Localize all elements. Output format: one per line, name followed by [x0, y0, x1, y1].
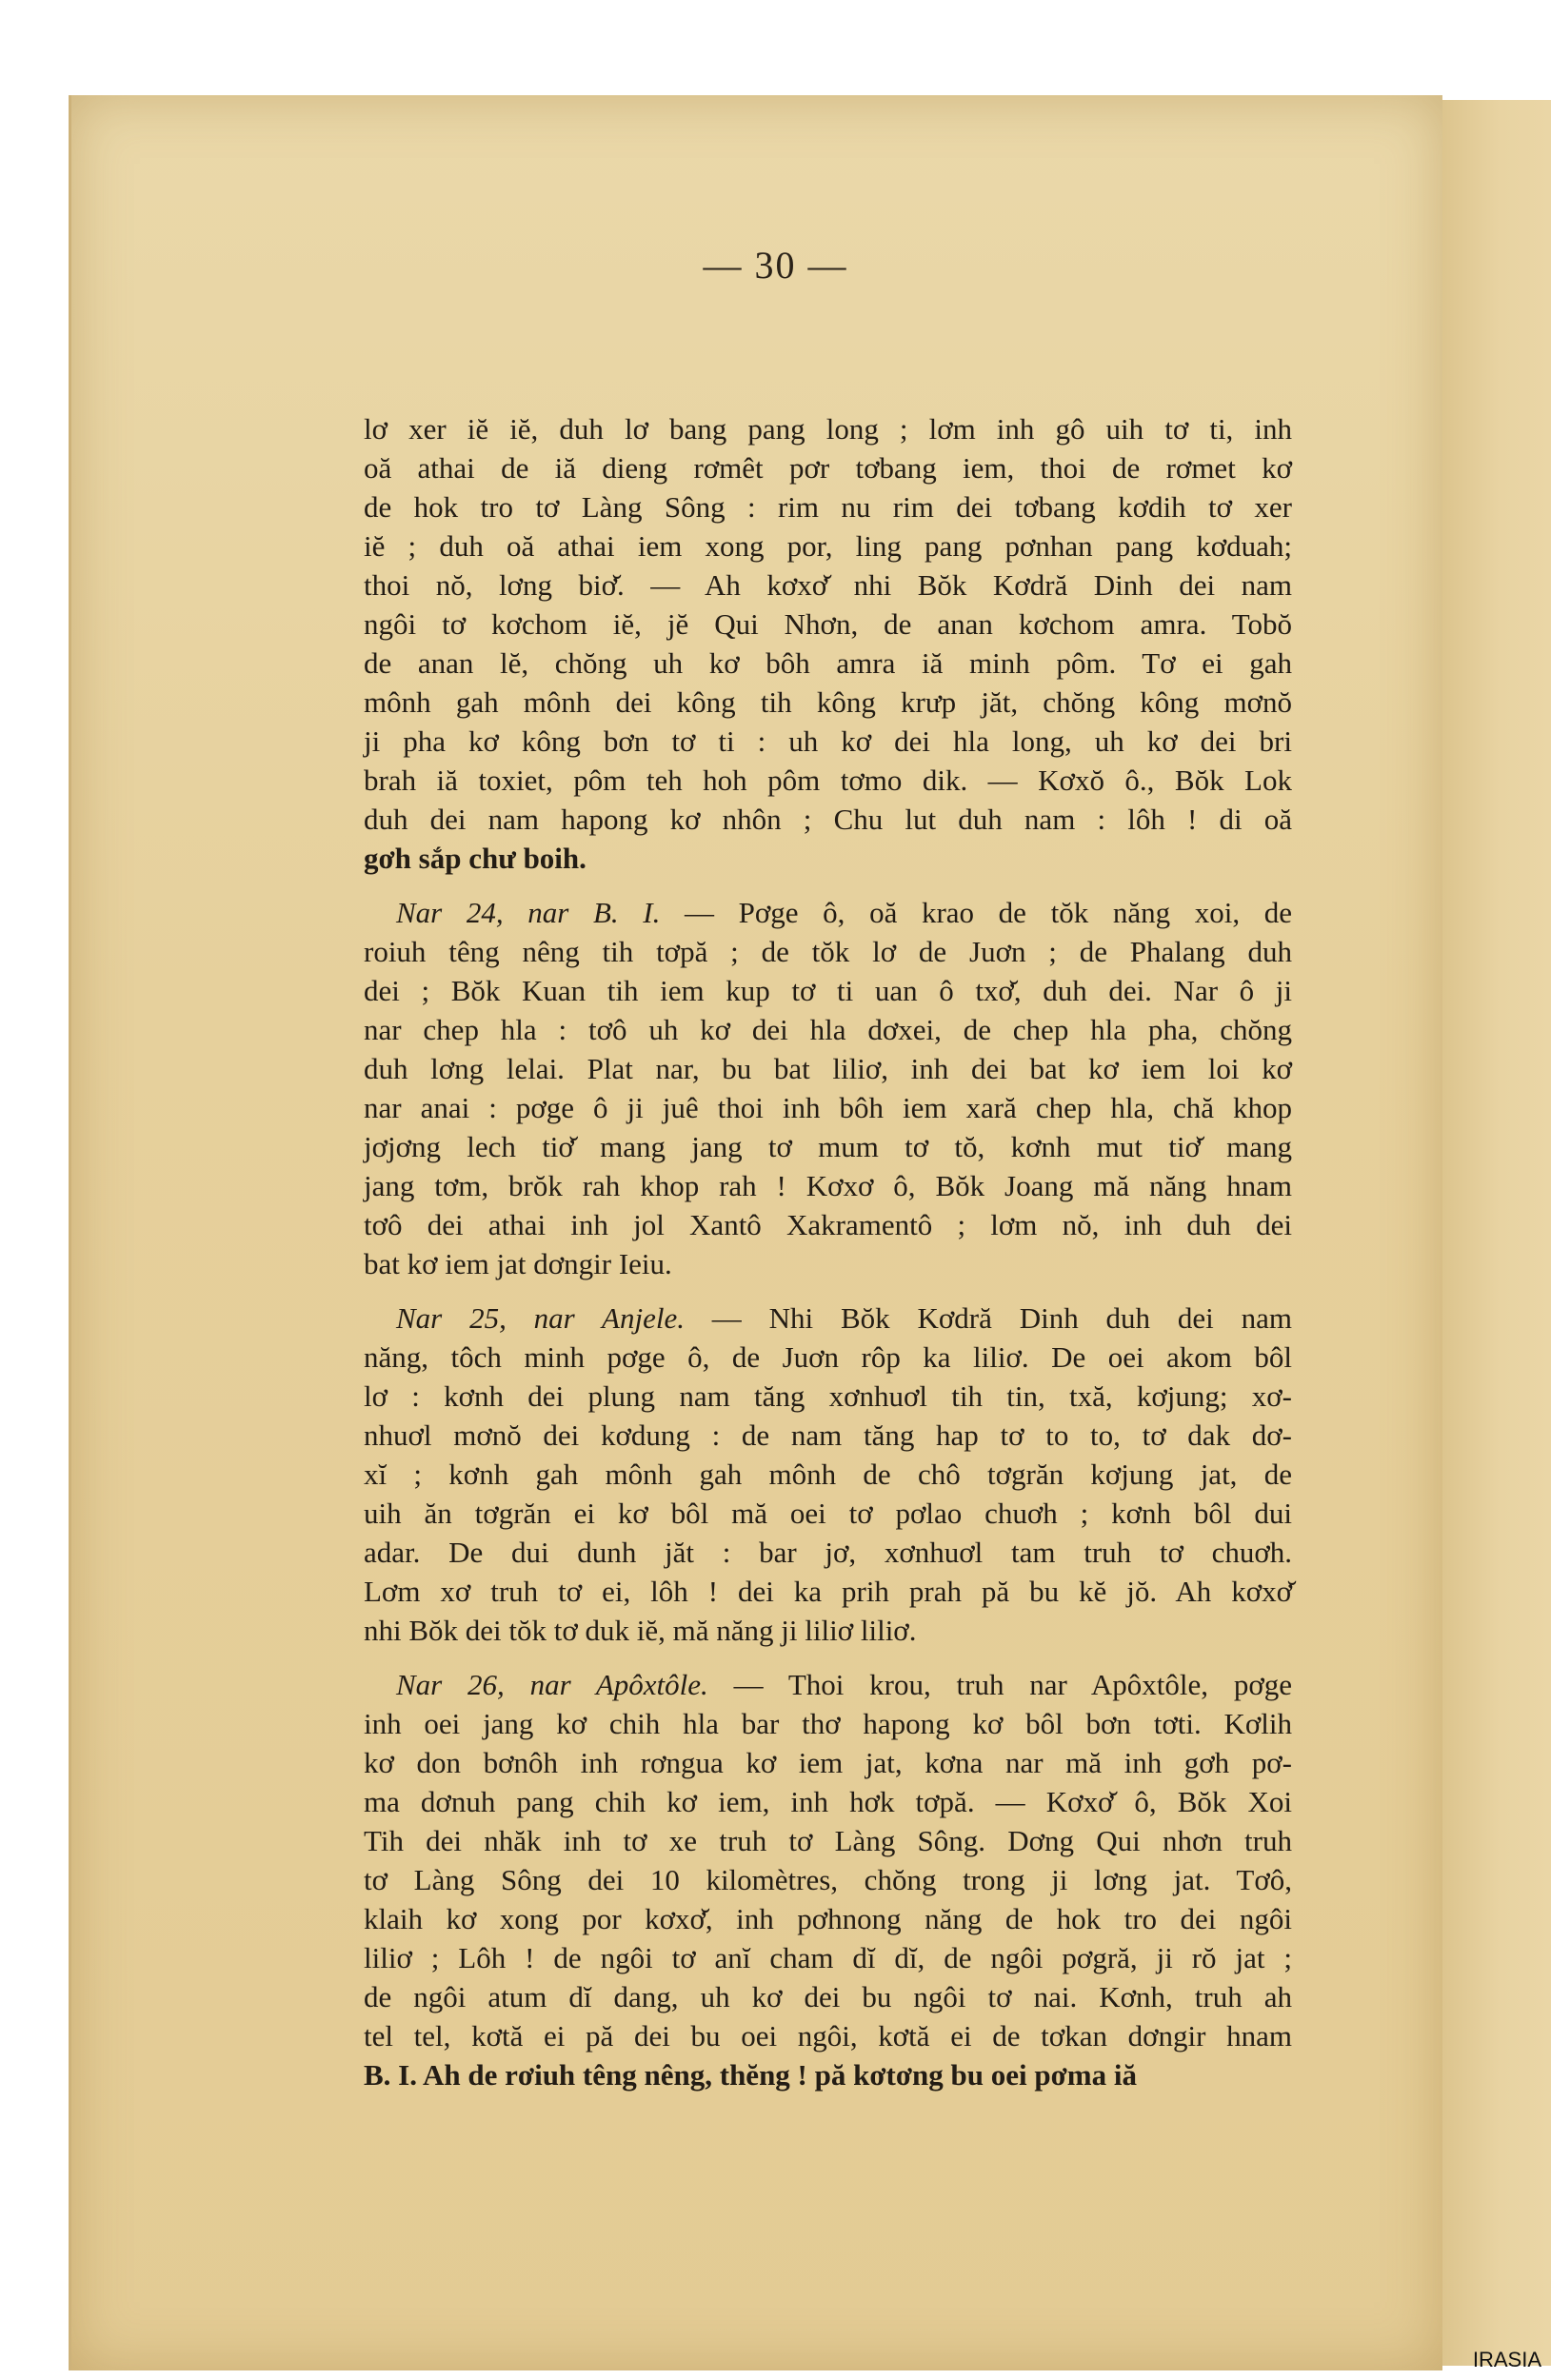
text-line: jang tơm, brŏk rah khop rah ! Kơxơ ô, Bŏk Joang mă năng hnam [364, 1169, 1292, 1202]
text-line: xĭ ; kơnh gah mônh gah mônh de chô tơgrăn kơjung jat, de [364, 1458, 1292, 1491]
text-line: klaih kơ xong por kơxơ̆, inh pơhnong năng de hok tro dei ngôi [364, 1902, 1292, 1935]
text-line: iĕ ; duh oă athai iem xong por, ling pang pơnhan pang kơduah; [364, 529, 1292, 563]
text-line: tel tel, kơtă ei pă dei bu oei ngôi, kơtă ei de tơkan dơngir hnam [364, 2019, 1292, 2053]
text-line: bat kơ iem jat dơngir Ieiu. [364, 1247, 672, 1280]
text-line: nhi Bŏk dei tŏk tơ duk iĕ, mă năng ji liliơ liliơ. [364, 1614, 917, 1647]
text-line: ngôi tơ kơchom iĕ, jĕ Qui Nhơn, de anan kơchom amra. Tobŏ [364, 607, 1292, 641]
day-heading: Nar 26, nar Apôxtôle. [396, 1668, 708, 1701]
text-line: tơ Làng Sông dei 10 kilomètres, chŏng trong ji lơng jat. Tơô, [364, 1863, 1292, 1896]
text-line: nar anai : pơge ô ji juê thoi inh bôh iem xară chep hla, chă khop [364, 1091, 1292, 1124]
paragraph-1 [364, 409, 1292, 878]
text-line: lơ : kơnh dei plung nam tăng xơnhuơl tih tin, txă, kơjung; xơ- [364, 1379, 1292, 1413]
text-line: inh oei jang kơ chih hla bar thơ hapong kơ bôl bơn tơti. Kơlih [364, 1707, 1292, 1740]
paragraph-3 [364, 1299, 1292, 1650]
text-line: tơô dei athai inh jol Xantô Xakramentô ; lơm nŏ, inh duh dei [364, 1208, 1292, 1241]
text-line: Tih dei nhăk inh tơ xe truh tơ Làng Sông. Dơng Qui nhơn truh [364, 1824, 1292, 1857]
text-line: nar chep hla : tơô uh kơ dei hla dơxei, de chep hla pha, chŏng [364, 1013, 1292, 1046]
text-line: de hok tro tơ Làng Sông : rim nu rim dei tơbang kơdih tơ xer [364, 490, 1292, 524]
text-line: Lơm xơ truh tơ ei, lôh ! dei ka prih prah pă bu kĕ jŏ. Ah kơxơ̆ [364, 1575, 1292, 1608]
text-line-heading: Nar 26, nar Apôxtôle. — Thoi krou, truh nar Apôxtôle, pơge [396, 1668, 1292, 1701]
text-line: lơ xer iĕ iĕ, duh lơ bang pang long ; lơm inh gô uih tơ ti, inh [364, 412, 1292, 446]
text-line: duh dei nam hapong kơ nhôn ; Chu lut duh nam : lôh ! di oă [364, 803, 1292, 836]
watermark-label: IRASIA [1472, 2348, 1541, 2371]
text-line: gơh sắp chư boih. [364, 842, 587, 875]
text-line: adar. De dui dunh jăt : bar jơ, xơnhuơl tam truh tơ chuơh. [364, 1536, 1292, 1569]
text-line: jơjơng lech tiơ̆ mang jang tơ mum tơ tŏ, kơnh mut tiơ̆ mang [364, 1130, 1292, 1163]
text-line: nhuơl mơnŏ dei kơdung : de nam tăng hap tơ to to, tơ dak dơ- [364, 1418, 1292, 1452]
text-line-heading: Nar 24, nar B. I. — Pơge ô, oă krao de tŏk năng xoi, de [396, 896, 1292, 929]
text-line: ji pha kơ kông bơn tơ ti : uh kơ dei hla long, uh kơ dei bri [364, 724, 1292, 758]
day-heading: Nar 25, nar Anjele. [396, 1301, 685, 1335]
text-line: brah iă toxiet, pôm teh hoh pôm tơmo dik. — Kơxŏ ô., Bŏk Lok [364, 764, 1292, 797]
text-line: kơ don bơnôh inh rơngua kơ iem jat, kơna nar mă inh gơh pơ- [364, 1746, 1292, 1779]
text-line: thoi nŏ, lơng biơ̆. — Ah kơxơ̆ nhi Bŏk Kơdră Dinh dei nam [364, 568, 1292, 602]
text-line: oă athai de iă dieng rơmêt pơr tơbang iem, thoi de rơmet kơ [364, 451, 1292, 485]
text-line: roiuh têng nêng tih tơpă ; de tŏk lơ de Juơn ; de Phalang duh [364, 935, 1292, 968]
text-line: duh lơng lelai. Plat nar, bu bat liliơ, inh dei bat kơ iem loi kơ [364, 1052, 1292, 1085]
text-line: mônh gah mônh dei kông tih kông krưp jăt, chŏng kông mơnŏ [364, 685, 1292, 719]
text-line: de ngôi atum dĭ dang, uh kơ dei bu ngôi tơ nai. Kơnh, truh ah [364, 1980, 1292, 2013]
text-line: uih ăn tơgrăn ei kơ bôl mă oei tơ pơlao chuơh ; kơnh bôl dui [364, 1497, 1292, 1530]
text-line: de anan lĕ, chŏng uh kơ bôh amra iă minh pôm. Tơ ei gah [364, 646, 1292, 680]
paragraph-2 [364, 893, 1292, 1283]
text-line: dei ; Bŏk Kuan tih iem kup tơ ti uan ô txơ̆, duh dei. Nar ô ji [364, 974, 1292, 1007]
paragraph-4 [364, 1665, 1292, 2094]
day-heading: Nar 24, nar B. I. [396, 896, 661, 929]
text-line: ma dơnuh pang chih kơ iem, inh hơk tơpă. — Kơxơ̆ ô, Bŏk Xoi [364, 1785, 1292, 1818]
text-line-heading: Nar 25, nar Anjele. — Nhi Bŏk Kơdră Dinh duh dei nam [396, 1301, 1292, 1335]
page-number: — 30 — [703, 244, 848, 287]
text-line: năng, tôch minh pơge ô, de Juơn rôp ka liliơ. De oei akom bôl [364, 1340, 1292, 1374]
body-text [364, 409, 1292, 2110]
text-line: B. I. Ah de rơiuh têng nêng, thĕng ! pă kơtơng bu oei pơma iă [364, 2058, 1137, 2092]
text-line: liliơ ; Lôh ! de ngôi tơ anĭ cham dĭ dĭ, de ngôi pơgră, ji rŏ jat ; [364, 1941, 1292, 1974]
